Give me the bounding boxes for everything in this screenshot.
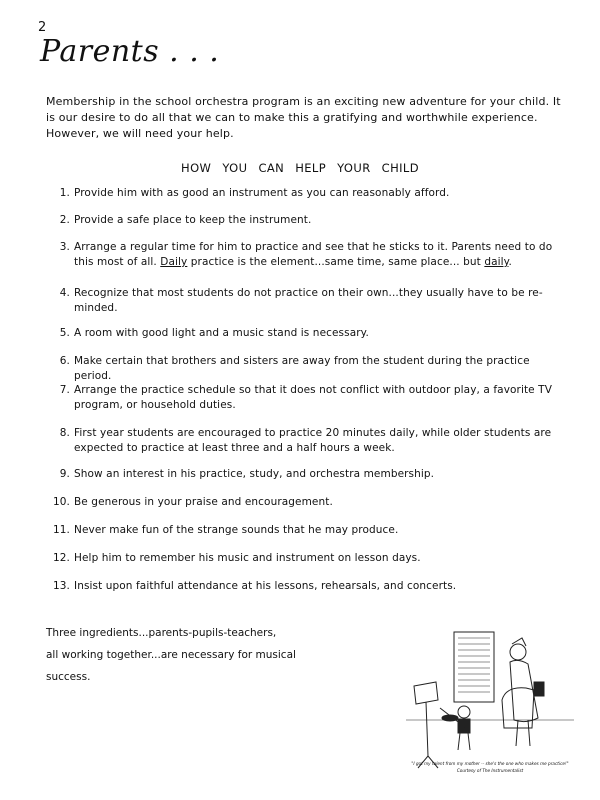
cartoon-caption	[398, 760, 582, 774]
list-item-text: First year students are encouraged to practice 20 minutes daily, while older students are expected to practice at least three and a half hours a week.	[74, 427, 552, 454]
list-item-text: Provide him with as good an instrument as you can reasonably afford.	[74, 187, 450, 199]
closing-line: success.	[46, 671, 91, 683]
list-item-number: 10.	[53, 496, 70, 508]
page-title: Parents . . .	[40, 34, 220, 69]
intro-paragraph: Membership in the school orchestra program is an exciting new adventure for your child. It is our desire to do all that we can to make this a gratifying and worthwhile experience. However, we will need your help.	[46, 95, 561, 140]
closing-paragraph	[46, 622, 316, 688]
list-item-number: 1.	[59, 187, 70, 199]
list-item-text: Arrange the practice schedule so that it does not conflict with outdoor play, a favorite TV program, or household duties.	[74, 384, 552, 411]
list-item-number: 6.	[59, 355, 70, 367]
list-item-text: Help him to remember his music and instrument on lesson days.	[74, 552, 421, 564]
list-item-text: Recognize that most students do not practice on their own...they usually have to be re-minded.	[74, 287, 543, 314]
handbag-shape	[534, 682, 544, 696]
list-item-number: 12.	[53, 552, 70, 564]
underlined-word: Daily	[160, 256, 188, 268]
list-item-text: Be generous in your praise and encouragement.	[74, 496, 333, 508]
list-item-text: A room with good light and a music stand is necessary.	[74, 327, 369, 339]
list-item-number: 8.	[59, 427, 70, 439]
list-item-number: 13.	[53, 580, 70, 592]
music-stand-desk	[414, 682, 438, 704]
list-item-text: Arrange a regular time for him to practice and see that he sticks to it. Parents need to do this most of all. Daily practice is the element...same time, same place... but daily.	[74, 241, 553, 268]
list-item-text: Insist upon faithful attendance at his lessons, rehearsals, and concerts.	[74, 580, 457, 592]
caption-credit: Courtesy of The Instrumentalist	[456, 768, 524, 773]
music-stand-pole	[426, 702, 428, 756]
list-item-text: Never make fun of the strange sounds that he may produce.	[74, 524, 399, 536]
list-item-number: 9.	[59, 468, 70, 480]
closing-line: all working together...are necessary for musical	[46, 649, 296, 661]
list-item-text: Make certain that brothers and sisters are away from the student during the practice period.	[74, 355, 530, 382]
list-item-number: 7.	[59, 384, 70, 396]
cartoon-illustration	[406, 628, 574, 778]
list-item-number: 4.	[59, 287, 70, 299]
list-item-text: Show an interest in his practice, study, and orchestra membership.	[74, 468, 435, 480]
page-number: 2	[38, 20, 47, 35]
shutter-lines	[458, 638, 490, 692]
child-head	[458, 706, 470, 718]
mother-head	[510, 644, 526, 660]
list-item-number: 3.	[59, 241, 70, 253]
list-item-number: 5.	[59, 327, 70, 339]
closing-line: Three ingredients...parents-pupils-teachers,	[46, 627, 277, 639]
list-item-text: Provide a safe place to keep the instrument.	[74, 214, 312, 226]
list-item-number: 11.	[53, 524, 70, 536]
underlined-word: daily	[484, 256, 509, 268]
window-shape	[454, 632, 494, 702]
list-item-number: 2.	[59, 214, 70, 226]
caption-quote: "I got my talent from my mother -- she's the one who makes me practice!"	[411, 761, 569, 766]
section-heading: HOW YOU CAN HELP YOUR CHILD	[181, 161, 419, 175]
